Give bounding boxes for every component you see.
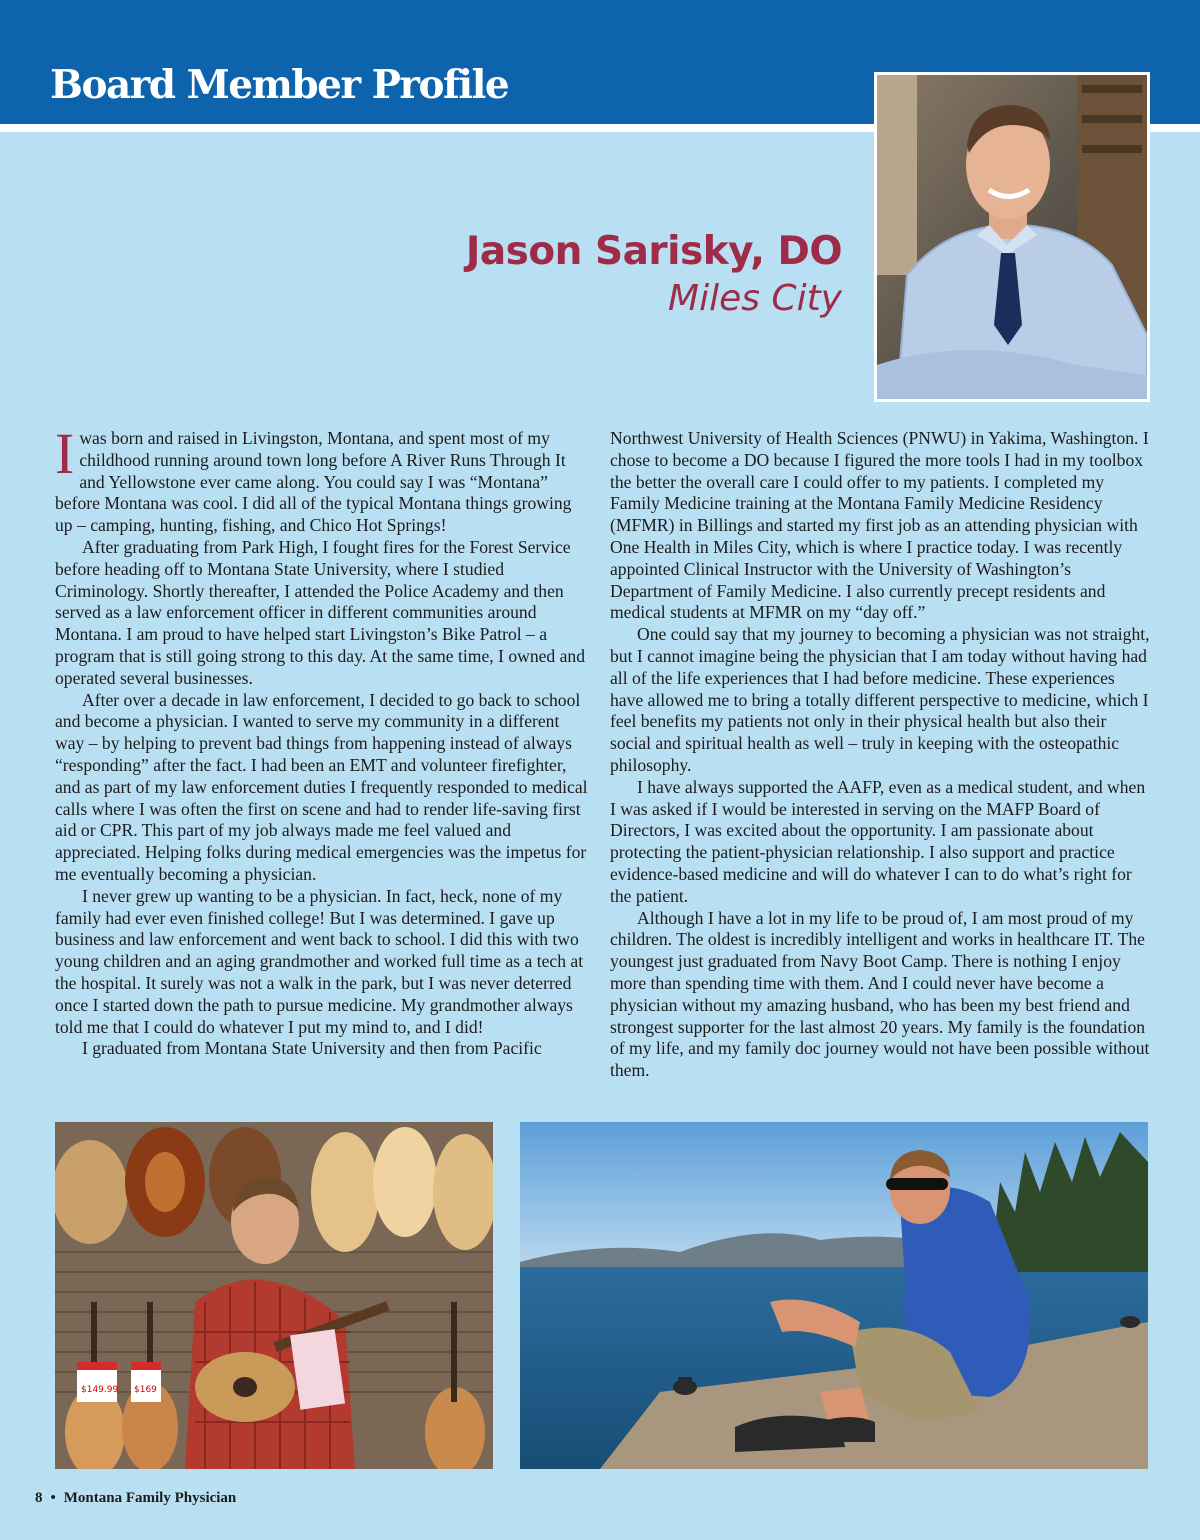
profile-name: Jason Sarisky, DO [465, 229, 842, 274]
article-column-right [610, 428, 1150, 1082]
page-footer [35, 1490, 236, 1507]
article-paragraph: After graduating from Park High, I fought fires for the Forest Service before heading off to Montana State University, where I studied Criminology. Shortly thereafter, I attended the Police Academy and then served as a law enforcement officer in different communities around Montana. I am proud to have helped start Livingston’s Bike Patrol – a program that is still going strong to this day. At the same time, I owned and operated several businesses. [55, 536, 586, 688]
portrait-image [877, 75, 1147, 399]
profile-name-block [466, 228, 842, 322]
article-paragraph: I have always supported the AAFP, even as a medical student, and when I was asked if I would be interested in serving on the MAFP Board of Directors, I was excited about the opportunity. I am passionate about protecting the patient-physician relationship. I also support and practice evidence-based medicine and will do whatever I can to do what’s right for the patient. [610, 776, 1146, 906]
article-paragraph: One could say that my journey to becoming a physician was not straight, but I cannot imagine being the physician that I am today without having had all of the life experiences that I had before medicine. These experiences have allowed me to bring a totally different perspective to medicine, which I feel benefits my patients not only in their physical health but also their social and spiritual health as well – truly in keeping with the osteopathic philosophy. [610, 624, 1150, 775]
article-paragraph: After over a decade in law enforcement, I decided to go back to school and become a physician. I wanted to serve my community in a different way – by helping to prevent bad things from happening instead of always “responding” after the fact. I had been an EMT and volunteer firefighter, and as part of my law enforcement duties I frequently responded to medical calls where I was often the first on scene and had to render life-saving first aid or CPR. This part of my job always made me feel valued and appreciated. Helping folks during medical emergencies was the impetus for me eventually becoming a physician. [55, 689, 588, 884]
page-number: 8 [35, 1490, 43, 1506]
article-column-left [55, 421, 590, 1060]
price-tag-1: $149.99 [81, 1385, 119, 1395]
article-paragraph: Although I have a lot in my life to be proud of, I am most proud of my children. The oldest is incredibly intelligent and works in healthcare IT. The youngest just graduated from Navy Boot Camp. There is nothing I enjoy more than spending time with them. And I could never have become a physician without my amazing husband, who has been my best friend and strongest supporter for the last almost 20 years. My family is the foundation of my life, and my family doc journey would not have been possible without them. [610, 907, 1150, 1081]
price-tag-2: $169 [134, 1385, 157, 1395]
article-paragraph: Northwest University of Health Sciences (PNWU) in Yakima, Washington. I chose to become a DO because I figured the more tools I had in my toolbox the better the overall care I could offer to my patients. I completed my Family Medicine training at the Montana Family Medicine Residency (MFMR) in Billings and started my first job as an attending physician with One Health in Miles City, which is where I practice today. I was recently appointed Clinical Instructor with the University of Washington’s Department of Family Medicine. I also currently precept residents and medical students at MFMR on my “day off.” [610, 428, 1149, 623]
publication-name: Montana Family Physician [63, 1490, 237, 1506]
guitar-store-image [55, 1122, 493, 1469]
section-title: Board Member Profile [50, 62, 509, 108]
drop-cap: I [55, 421, 75, 486]
guitar-store-photo [55, 1122, 493, 1469]
profile-city: Miles City [668, 278, 842, 319]
footer-separator: • [50, 1490, 56, 1506]
paragraph-text: was born and raised in Livingston, Montana, and spent most of my childhood running around town long before A River Runs Through It and Yellowstone ever came along. You could say I was “Montana” before Montana was cool. I did all of the typical Montana things growing up – camping, hunting, fishing, and Chico Hot Springs! [55, 428, 572, 536]
portrait-photo [874, 72, 1150, 402]
article-paragraph: I never grew up wanting to be a physician. In fact, heck, none of my family had ever even finished college! But I was determined. I gave up business and law enforcement and went back to school. I did this with two young children and an aging grandmother and worked full time as a tech at the hospital. It surely was not a walk in the park, but I was never deterred once I started down the path to pursue medicine. My grandmother always told me that I could do whatever I put my mind to, and I did! [55, 885, 584, 1037]
article-paragraph [55, 421, 590, 537]
lake-image [520, 1122, 1148, 1469]
article-paragraph: I graduated from Montana State University and then from Pacific [82, 1038, 542, 1059]
lake-photo [520, 1122, 1148, 1469]
